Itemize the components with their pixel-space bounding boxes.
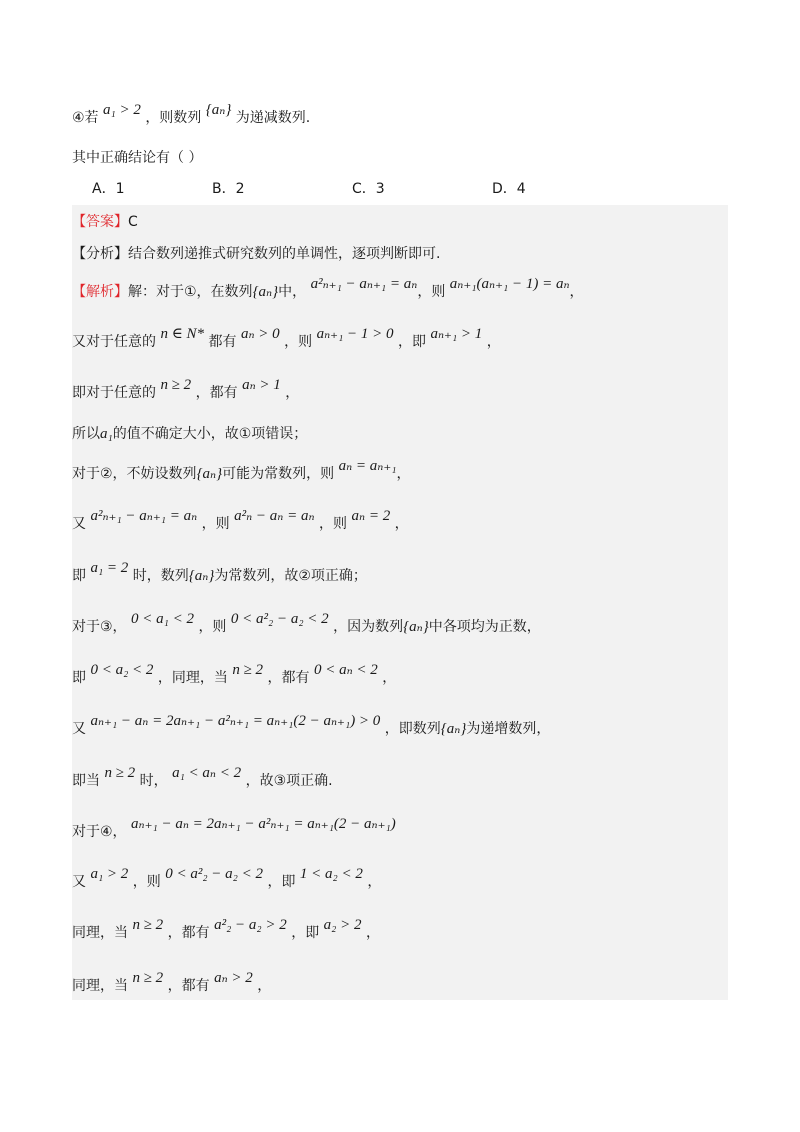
formula: aₙ > 0 (240, 326, 280, 342)
formula: aₙ > 2 (214, 970, 253, 986)
solution-line-10 (72, 713, 551, 739)
text: ，都有 (167, 925, 210, 941)
formula: 0 < a₂ < 2 (90, 662, 154, 678)
formula: aₙ₊₁(aₙ₊₁ − 1) = aₙ (449, 276, 570, 292)
formula: {aₙ} (403, 619, 429, 635)
text: 中各项均为正数， (428, 619, 541, 635)
text: 又 (72, 874, 86, 890)
answer-value: C (128, 214, 138, 230)
text: ， (486, 334, 501, 350)
choice-letter: C． (352, 181, 376, 197)
text: ， (365, 925, 380, 941)
formula: a₁ > 2 (90, 866, 129, 882)
solution-line-14 (72, 917, 380, 943)
text: 都有 (208, 334, 237, 350)
formula: a₂ > 2 (323, 917, 362, 933)
text: 对于④， (72, 824, 127, 840)
formula: aₙ = aₙ₊₁ (338, 458, 397, 474)
choice-letter: D． (492, 181, 517, 197)
text: ， (257, 978, 272, 994)
text: 的值不确定大小，故①项错误； (112, 426, 308, 442)
choice-letter: B． (212, 181, 236, 197)
text: 对于③， (72, 619, 127, 635)
analysis-tag: 【分析】 (72, 246, 128, 262)
choice-a[interactable] (92, 178, 125, 198)
text: 又 (72, 721, 86, 737)
text: ， (569, 284, 584, 300)
formula: aₙ₊₁ > 1 (430, 326, 483, 342)
text: ， (382, 670, 397, 686)
answer-tag: 【答案】 (72, 214, 128, 230)
text: 解：对于①，在数列 (128, 284, 253, 300)
text: ，都有 (267, 670, 310, 686)
formula: n ∈ N* (160, 326, 205, 342)
text: ，则 (198, 619, 227, 635)
text: ，则 (132, 874, 161, 890)
text: 即 (72, 568, 86, 584)
formula: a₁ = 2 (90, 560, 129, 576)
text: 中， (278, 284, 307, 300)
answer-line (72, 212, 138, 232)
formula: n ≥ 2 (132, 917, 164, 933)
formula: a²₂ − a₂ > 2 (214, 917, 287, 933)
solution-line-15 (72, 970, 272, 996)
formula: n ≥ 2 (160, 377, 192, 393)
text: 即对于任意的 (72, 385, 156, 401)
text: ④若 (72, 110, 99, 126)
choice-b[interactable] (212, 178, 245, 198)
choice-letter: A． (92, 181, 116, 197)
text: 为常数列，故②项正确； (214, 568, 367, 584)
text: 又 (72, 516, 86, 532)
text: 即 (72, 670, 86, 686)
text: ，即数列 (384, 721, 441, 737)
formula: a₁ (100, 426, 113, 442)
text: 时，数列 (132, 568, 189, 584)
text: 为递减数列. (235, 110, 311, 126)
solution-tag: 【解析】 (72, 284, 128, 300)
formula: {aₙ} (196, 466, 223, 482)
text: 为递增数列， (466, 721, 551, 737)
formula: a²ₙ − aₙ = aₙ (234, 508, 315, 524)
text: 对于②，不妨设数列 (72, 466, 197, 482)
formula: n ≥ 2 (132, 970, 164, 986)
statement-4 (72, 102, 311, 128)
formula: {aₙ} (440, 721, 467, 737)
solution-line-8 (72, 611, 541, 637)
text: 可能为常数列，则 (222, 466, 335, 482)
text: ，则 (417, 284, 446, 300)
solution-line-5 (72, 458, 411, 484)
solution-line-1 (72, 276, 584, 302)
solution-line-2 (72, 326, 501, 352)
solution-line-4 (72, 424, 307, 444)
solution-line-7 (72, 560, 367, 586)
formula: aₙ₊₁ − 1 > 0 (316, 326, 394, 342)
solution-line-13 (72, 866, 382, 892)
text: ，即 (291, 925, 320, 941)
text: ，即 (398, 334, 426, 350)
solution-line-9 (72, 662, 397, 688)
text: 时， (139, 773, 168, 789)
solution-line-11 (72, 765, 333, 791)
formula: aₙ₊₁ − aₙ = 2aₙ₊₁ − a²ₙ₊₁ = aₙ₊₁(2 − aₙ₊₁) > 0 (90, 713, 381, 729)
formula: {aₙ} (252, 284, 279, 300)
text: ， (285, 385, 300, 401)
text: ，则 (284, 334, 313, 350)
formula: a²ₙ₊₁ − aₙ₊₁ = aₙ (90, 508, 198, 524)
formula: aₙ = 2 (351, 508, 391, 524)
analysis-line (72, 244, 440, 264)
formula: 0 < a²₂ − a₂ < 2 (165, 866, 263, 882)
text: 所以 (72, 426, 100, 442)
text: ，因为数列 (333, 619, 404, 635)
formula: aₙ > 1 (242, 377, 281, 393)
formula: 0 < a²₂ − a₂ < 2 (230, 611, 329, 627)
formula: n ≥ 2 (104, 765, 136, 781)
text: ，即 (267, 874, 296, 890)
solution-line-6 (72, 508, 409, 534)
text: ，都有 (167, 978, 210, 994)
text: ，则 (319, 516, 348, 532)
text: ， (394, 516, 409, 532)
formula: 1 < a₂ < 2 (299, 866, 363, 882)
choice-value: 1 (115, 181, 125, 197)
text: ， (367, 874, 382, 890)
solution-line-3 (72, 377, 300, 403)
text: ，都有 (195, 385, 238, 401)
text: ，故③项正确. (245, 773, 333, 789)
formula: a₁ > 2 (103, 102, 141, 118)
choice-d[interactable] (492, 178, 526, 198)
question-prompt: 其中正确结论有（ ） (72, 150, 203, 166)
formula: aₙ₊₁ − aₙ = 2aₙ₊₁ − a²ₙ₊₁ = aₙ₊₁(2 − aₙ₊₁) (131, 816, 396, 832)
text: ， (396, 466, 411, 482)
choice-value: 3 (375, 181, 385, 197)
formula: 0 < a₁ < 2 (131, 611, 194, 627)
choice-value: 2 (235, 181, 245, 197)
formula: {aₙ} (205, 102, 232, 118)
solution-line-12 (72, 816, 396, 842)
formula: a₁ < aₙ < 2 (172, 765, 242, 781)
choice-value: 4 (516, 181, 526, 197)
analysis-text: 结合数列递推式研究数列的单调性，逐项判断即可. (128, 246, 441, 262)
text: 即当 (72, 773, 100, 789)
text: 又对于任意的 (72, 334, 156, 350)
text: ，则数列 (145, 110, 202, 126)
text: ，同理，当 (157, 670, 228, 686)
text: 同理，当 (72, 978, 128, 994)
choice-c[interactable] (352, 178, 385, 198)
formula: {aₙ} (188, 568, 215, 584)
formula: 0 < aₙ < 2 (313, 662, 378, 678)
formula: a²ₙ₊₁ − aₙ₊₁ = aₙ (310, 276, 418, 292)
formula: n ≥ 2 (232, 662, 264, 678)
text: 同理，当 (72, 925, 128, 941)
text: ，则 (201, 516, 230, 532)
